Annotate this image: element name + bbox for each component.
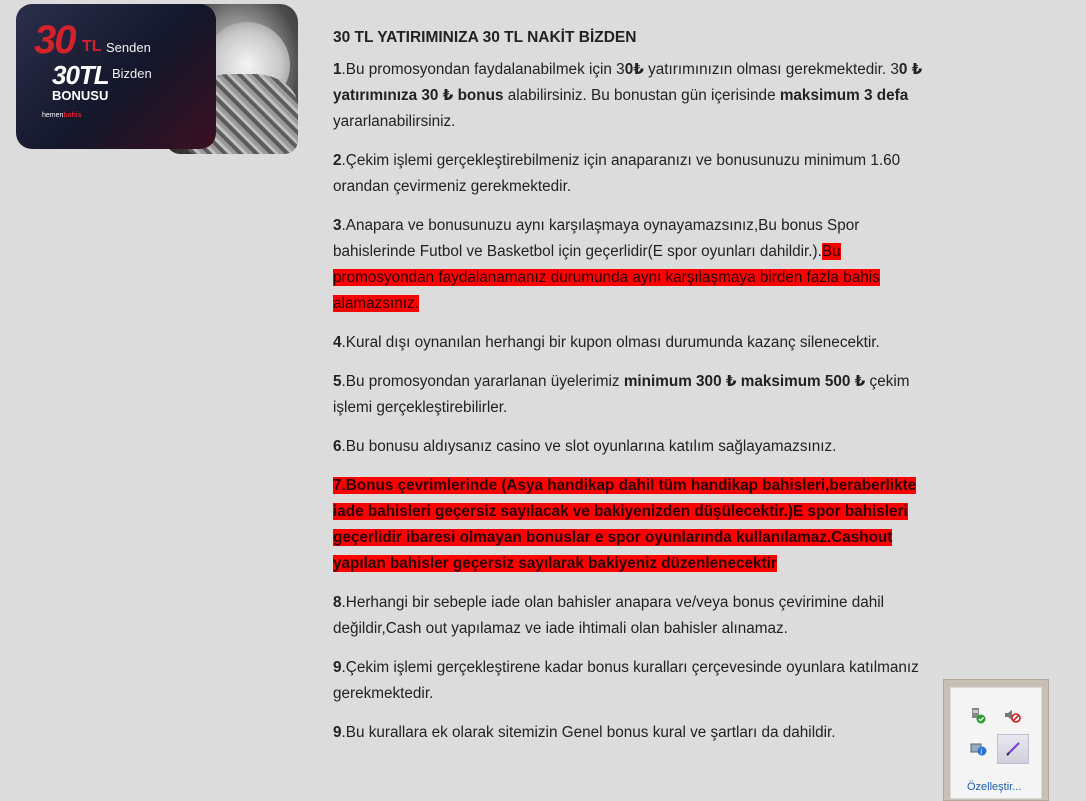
banner-big-number: 30 xyxy=(34,18,75,62)
rule-text: .Çekim işlemi gerçekleştirene kadar bonus kuralları çerçevesinde oyunlara katılmanız gerekmektedir. xyxy=(333,659,919,702)
rule-bold: 0₺ xyxy=(624,61,644,78)
rule-text: .Bu promosyondan faydalanabilmek için 3 xyxy=(341,61,625,78)
customize-link[interactable]: Özelleştir... xyxy=(967,781,1022,793)
rule-highlight: 7.Bonus çevrimlerinde (Asya handikap dahil tüm handikap bahisleri,beraberlikte iade bahisleri geçersiz sayılacak ve bakiyenizden düşülecektir.)E spor bahisleri geçerlidir ibaresi olmayan bonuslar e spor oyunlarında kullanılamaz.Cashout yapılan bahisler geçersiz sayılarak bakiyeniz düzenlenecektir xyxy=(333,477,917,572)
volume-muted-icon[interactable] xyxy=(1001,704,1023,726)
pen-icon[interactable] xyxy=(997,734,1029,764)
banner-card xyxy=(16,4,216,149)
rule-number: 3 xyxy=(333,217,342,234)
rule-text: .Anapara ve bonusunuzu aynı karşılaşmaya oynayamazsınız,Bu bonus Spor bahislerinde Futbol ve Basketbol için geçerlidir(E spor oyunları dahildir.). xyxy=(333,217,860,260)
rule-4 xyxy=(333,330,938,356)
rule-9b xyxy=(333,720,938,746)
banner-bizden: Bizden xyxy=(112,66,152,81)
rule-text: çekim işlemi gerçekleştirebilirler. xyxy=(333,373,910,416)
rule-8 xyxy=(333,590,938,642)
rule-text: yatırımınızın olması gerekmektedir. 3 xyxy=(643,61,899,78)
rule-number: 6 xyxy=(333,438,342,455)
rule-text: .Bu kurallara ek olarak sitemizin Genel bonus kural ve şartları da dahildir. xyxy=(341,724,836,741)
rule-9a xyxy=(333,655,938,707)
rule-number: 9 xyxy=(333,724,342,741)
rule-bold: maksimum 3 defa xyxy=(779,87,909,104)
banner-logo xyxy=(42,112,82,119)
rule-7 xyxy=(333,473,938,577)
promo-rules xyxy=(333,27,938,759)
rule-text: yararlanabilirsiniz. xyxy=(333,113,456,130)
rule-bold: minimum 300 ₺ maksimum 500 ₺ xyxy=(623,373,866,390)
rule-2 xyxy=(333,148,938,200)
rule-number: 2 xyxy=(333,152,342,169)
rule-number: 1 xyxy=(333,61,342,78)
banner-small-tl: TL xyxy=(82,38,102,55)
rule-bold: 0 ₺ yatırımınıza 30 ₺ bonus xyxy=(333,61,923,104)
rule-number: 8 xyxy=(333,594,342,611)
banner-bonus-word: BONUSU xyxy=(52,88,109,103)
rule-number: 9 xyxy=(333,659,342,676)
rule-text: .Herhangi bir sebeple iade olan bahisler anapara ve/veya bonus çevirimine dahil değildir,Cash out yapılamaz ve iade ihtimali olan bahisler alınamaz. xyxy=(333,594,885,637)
promo-banner xyxy=(16,4,298,154)
banner-amount: 30TL xyxy=(52,60,109,90)
rule-text: .Çekim işlemi gerçekleştirebilmeniz için anaparanızı ve bonusunuzu minimum 1.60 orandan çevirmeniz gerekmektedir. xyxy=(333,152,901,195)
rule-text: alabilirsiniz. Bu bonustan gün içerisinde xyxy=(503,87,780,104)
rule-number: 5 xyxy=(333,373,342,390)
tray-icon-panel xyxy=(950,687,1042,799)
usb-safe-icon[interactable] xyxy=(967,704,989,726)
rule-text: .Bu bonusu aldıysanız casino ve slot oyunlarına katılım sağlayamazsınız. xyxy=(341,438,837,455)
rule-text: .Kural dışı oynanılan herhangi bir kupon olması durumunda kazanç silenecektir. xyxy=(341,334,880,351)
logo-prefix: hemen xyxy=(42,112,64,119)
page-title: 30 TL YATIRIMINIZA 30 TL NAKİT BİZDEN xyxy=(333,29,637,46)
rule-highlight: Bu promosyondan faydalanamanız durumunda aynı karşılaşmaya birden fazla bahis alamazsınız. xyxy=(333,243,880,312)
rule-5 xyxy=(333,369,938,421)
rule-text: .Bu promosyondan yararlanan üyelerimiz xyxy=(341,373,624,390)
rule-6 xyxy=(333,434,938,460)
banner-senden: Senden xyxy=(106,40,151,55)
rule-3 xyxy=(333,213,938,317)
tray-overflow-popup xyxy=(943,679,1049,801)
svg-text:i: i xyxy=(980,748,983,756)
logo-suffix: bahis xyxy=(63,112,82,119)
rule-1 xyxy=(333,57,938,135)
rule-number: 4 xyxy=(333,334,342,351)
network-icon[interactable] xyxy=(967,738,989,760)
